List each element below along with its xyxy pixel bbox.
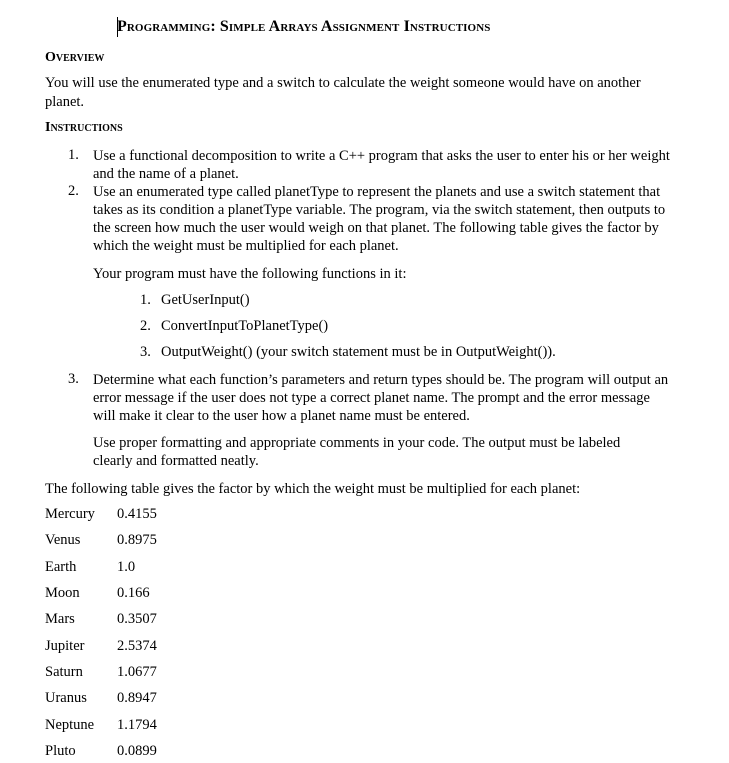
function-number-3: 3. [140,344,151,360]
planet-name: Uranus [45,690,87,706]
planet-factor: 0.4155 [117,506,157,522]
planet-factor: 1.0 [117,559,136,575]
planet-name: Jupiter [45,638,85,654]
overview-text: You will use the enumerated type and a switch to calculate the weight someone would have on another planet. [45,75,641,110]
planet-name: Mars [45,611,75,627]
planet-factor: 0.8975 [117,532,157,548]
instructions-heading: Instructions [45,120,123,135]
planet-name: Moon [45,585,80,601]
function-number-2: 2. [140,318,151,334]
planet-factor: 0.3507 [117,611,157,627]
planet-factor: 0.0899 [117,743,157,759]
planet-name: Earth [45,559,77,575]
table-intro: The following table gives the factor by which the weight must be multiplied for each planet: [45,481,581,497]
planet-factor: 1.1794 [117,717,157,733]
function-text-2: ConvertInputToPlanetType() [161,318,329,334]
document-title: Programming: Simple Arrays Assignment Instructions [117,18,491,35]
planet-name: Venus [45,532,81,548]
planet-name: Pluto [45,743,76,759]
planet-factor: 2.5374 [117,638,157,654]
planet-factor: 0.8947 [117,690,157,706]
instruction-text-2: Use an enumerated type called planetType to represent the planets and use a switch statement that takes as its condition a planetType variable. The program, via the switch statement, then outputs to the screen how much the user would weigh on that planet. The following table gives the factor by which the weight must be multiplied for each planet. [93,184,666,254]
instruction-number-1: 1. [68,147,79,163]
planet-name: Mercury [45,506,95,522]
function-text-1: GetUserInput() [161,292,250,308]
planet-factor: 1.0677 [117,664,157,680]
instruction-text-3: Determine what each function’s parameters and return types should be. The program will output an error message if the user does not type a correct planet name. The prompt and the error message will make it clear to the user how a planet name must be entered. [93,372,669,424]
function-text-3: OutputWeight() (your switch statement must be in OutputWeight()). [161,344,556,360]
instruction-number-2: 2. [68,183,79,199]
function-number-1: 1. [140,292,151,308]
planet-name: Saturn [45,664,83,680]
instruction-text-1: Use a functional decomposition to write a C++ program that asks the user to enter his or her weight and the name of a planet. [93,148,670,182]
planet-name: Neptune [45,717,95,733]
instruction-follow-3: Use proper formatting and appropriate comments in your code. The output must be labeled clearly and formatted neatly. [93,435,621,469]
instruction-follow-2: Your program must have the following functions in it: [93,266,407,282]
planet-factor: 0.166 [117,585,150,601]
overview-heading: Overview [45,50,105,65]
instruction-number-3: 3. [68,371,79,387]
